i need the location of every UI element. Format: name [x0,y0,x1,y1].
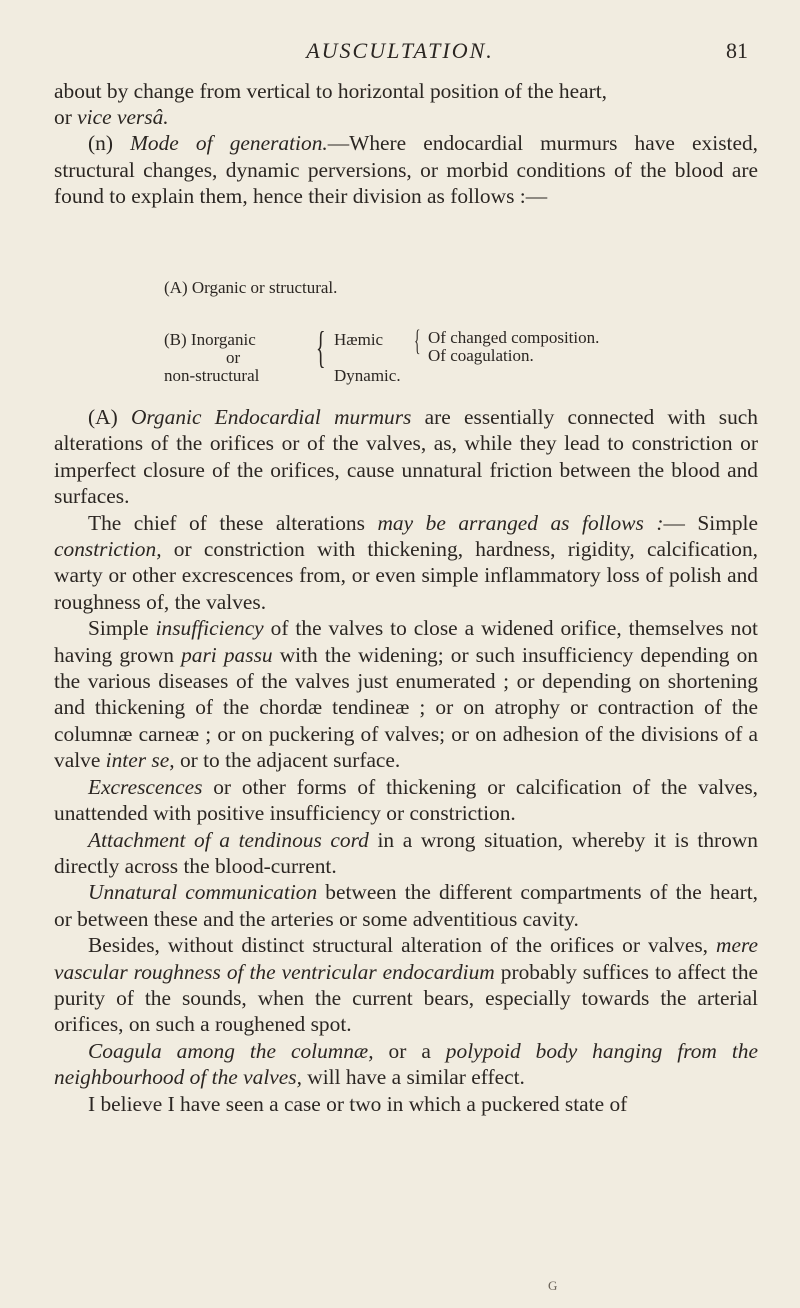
p8-italic-2: polypoid body hanging from the neighbourhood of the valves, [54,1038,758,1090]
paragraph-coagula [54,1038,758,1091]
p5-italic: Attachment of a tendinous cord [88,827,369,852]
intro-line-2-italic: vice versâ. [77,105,169,130]
class-a-organic: (A) Organic or structural. [164,278,338,297]
intro-line-2-text: or [54,105,78,130]
p3-text: with the widening; or such insufficiency depending on the various diseases of the valves just enumerated ; or depending on shortening and thickening of the chordæ tendineæ ; or on atrophy or contraction of the columnæ carneæ ; or on puckering of valves; or on adhesion of the divisions of a valve [54,642,758,773]
paragraph-insufficiency [54,615,758,773]
intro-line-2 [54,104,758,130]
paragraph-puckered [54,1091,758,1117]
p7-italic: mere vascular roughness of the ventricular endocardium [54,933,758,984]
p3-pre: Simple [88,616,156,641]
signature-mark: G [548,1278,558,1293]
p4-italic: Excrescences [88,774,203,799]
p3-italic-3: inter se, [105,748,175,773]
p7-pre: Besides, without distinct structural alteration of the orifices or valves, [88,933,717,958]
mode-heading: Mode of generation. [130,131,328,156]
brace-icon: { [316,323,326,372]
class-b-or: or [226,348,241,367]
p6-italic: Unnatural communication [88,880,318,905]
class-b-non-structural: non-structural [164,366,260,385]
p3-end: or to the adjacent surface. [174,748,401,773]
p4-text: or other forms of thickening or calcification of the valves, unattended with positive insufficiency or constriction. [54,774,758,826]
page-header [0,38,800,68]
mode-of-generation-paragraph [54,130,758,209]
p2-italic-2: constriction, [54,537,162,562]
p8-italic: Coagula among the columnæ, [88,1038,374,1063]
paragraph-organic [54,404,758,510]
paragraph-excrescences [54,774,758,827]
p2-text-2: or constriction with thickening, hardness, rigidity, calcification, warty or other excrescences from, or even simple inflammatory loss of polish and roughness of, the valves. [54,537,758,614]
p9-text: I believe I have seen a case or two in which a puckered state of [88,1091,628,1116]
intro-line-1 [54,78,758,104]
p7-text: probably suffices to affect the purity of the sounds, when the current bears, especially towards the arterial orifices, on such a roughened spot. [54,959,759,1037]
brace-icon: { [414,324,421,357]
p1-label: (A) [88,405,131,429]
p2-pre: The chief of these alterations [88,510,378,535]
p2-italic: may be arranged as follows : [377,510,664,535]
class-b-inorganic: (B) Inorganic [164,330,256,349]
paragraph-alterations [54,510,758,616]
class-changed-composition: Of changed composition. [428,328,600,347]
main-text [54,404,758,1117]
paragraph-attachment [54,827,758,880]
p2-text: — Simple [663,510,758,535]
p8-text: will have a similar effect. [301,1065,525,1090]
mode-label: (n) [88,131,131,156]
running-title: AUSCULTATION. [306,38,494,63]
page-number: 81 [726,38,748,63]
p6-text: between the different compartments of the heart, or between these and the arteries or some adventitious cavity. [54,880,758,931]
p8-mid: or a [373,1038,446,1063]
intro-text [54,78,758,209]
paragraph-roughness [54,932,758,1038]
paragraph-communication [54,879,758,932]
p3-mid: of the valves to close a widened orifice, themselves not having grown [54,616,758,667]
class-dynamic: Dynamic. [334,366,401,385]
class-haemic: Hæmic [334,330,384,349]
p1-italic: Organic Endocardial murmurs [130,405,412,429]
p3-italic: insufficiency [155,616,264,641]
p5-text: in a wrong situation, whereby it is thrown directly across the blood-current. [54,827,758,878]
mode-text: —Where endocardial murmurs have existed, structural changes, dynamic perversions, or morbid conditions of the blood are found to explain them, hence their division as follows :— [54,131,758,208]
p3-italic-2: pari passu [181,642,273,667]
class-coagulation: Of coagulation. [428,346,534,365]
intro-line-1-text: about by change from vertical to horizontal position of the heart, [54,79,608,103]
p1-text: are essentially connected with such alterations of the orifices or of the valves, as, while they lead to constriction or imperfect closure of the orifices, cause unnatural friction between the blood and surfaces. [54,405,758,509]
